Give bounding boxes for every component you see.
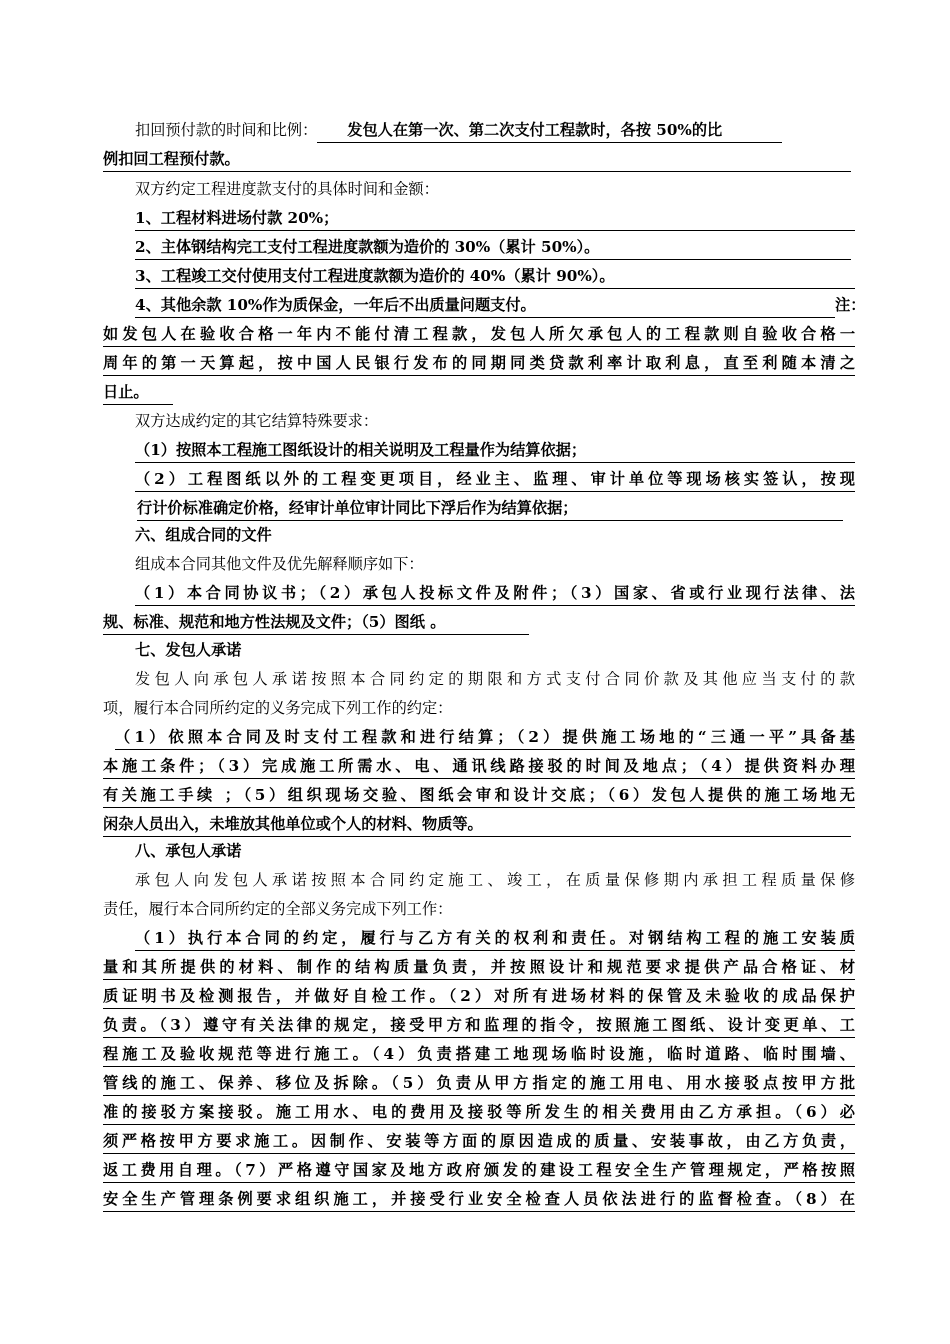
- note-text-1: 如发包人在验收合格一年内不能付清工程款，发包人所欠承包人的工程款则自验收合格一: [103, 322, 855, 346]
- settlement-item-2-cont: 行计价标准确定价格，经审计单位审计同比下浮后作为结算依据；: [103, 496, 855, 520]
- contractor-duty-3: 质证明书及检测报告，并做好自检工作。（2）对所有进场材料的保管及未验收的成品保护: [103, 984, 855, 1008]
- note-text-3: 日止。: [103, 380, 855, 404]
- advance-recovery-value: 发包人在第一次、第二次支付工程款时，各按 50%的比: [317, 118, 782, 143]
- payment-item-2: 2、主体钢结构完工支付工程进度款额为造价的 30%（累计 50%）。: [103, 235, 855, 259]
- line-advance-recovery: [103, 118, 855, 142]
- employer-duty-1: （1）依照本合同及时支付工程款和进行结算；（2）提供施工场地的“三通一平”具备基: [103, 725, 855, 749]
- contract-docs-list-2: 规、标准、规范和地方性法规及文件；（5）图纸 。: [103, 610, 855, 634]
- employer-duty-4: 闲杂人员出入，未堆放其他单位或个人的材料、物质等。: [103, 812, 855, 836]
- payment-item-3: 3、工程竣工交付使用支付工程进度款额为造价的 40%（累计 90%）。: [103, 264, 855, 288]
- settlement-item-1: （1）按照本工程施工图纸设计的相关说明及工程量作为结算依据；: [103, 438, 855, 462]
- employer-duty-3: 有关施工手续 ；（5）组织现场交验、图纸会审和设计交底；（6）发包人提供的施工场地无: [103, 783, 855, 807]
- employer-duty-2: 本施工条件；（3）完成施工所需水、电、通讯线路接驳的时间及地点；（4）提供资料办理: [103, 754, 855, 778]
- contract-docs-list-1: （1）本合同协议书；（2）承包人投标文件及附件；（3）国家、省或行业现行法律、法: [103, 581, 855, 605]
- section-heading-7: 七、发包人承诺: [135, 641, 242, 659]
- contractor-duty-1: （1）执行本合同的约定，履行与乙方有关的权利和责任。对钢结构工程的施工安装质: [103, 926, 855, 950]
- advance-recovery-label: 扣回预付款的时间和比例：: [135, 121, 318, 139]
- section-heading-8: 八、承包人承诺: [135, 842, 242, 860]
- section-heading-6: 六、组成合同的文件: [135, 526, 272, 544]
- contractor-duty-4: 负责。（3）遵守有关法律的规定，接受甲方和监理的指令，按照施工图纸、设计变更单、工: [103, 1013, 855, 1037]
- note-text-2: 周年的第一天算起，按中国人民银行发布的同期同类贷款利率计取利息，直至利随本清之: [103, 351, 855, 375]
- settlement-item-2: （2）工程图纸以外的工程变更项目，经业主、监理、审计单位等现场核实签认，按现: [103, 467, 855, 491]
- contractor-duty-8: 须严格按甲方要求施工。因制作、安装等方面的原因造成的质量、安装事故，由乙方负责，: [103, 1129, 855, 1153]
- contractor-duty-2: 量和其所提供的材料、制作的结构质量负责，并按照设计和规范要求提供产品合格证、材: [103, 955, 855, 979]
- contract-docs-intro: 组成本合同其他文件及优先解释顺序如下：: [135, 555, 424, 573]
- progress-payment-intro: 双方约定工程进度款支付的具体时间和金额：: [135, 180, 439, 198]
- contractor-duty-6: 管线的施工、保养、移位及拆除。（5）负责从甲方指定的施工用电、用水接驳点按甲方批: [103, 1071, 855, 1095]
- note-label: 注：: [835, 296, 866, 314]
- advance-recovery-value-cont: 例扣回工程预付款。: [103, 147, 851, 172]
- contractor-duty-10: 安全生产管理条例要求组织施工，并接受行业安全检查人员依法进行的监督检查。（8）在: [103, 1187, 855, 1211]
- contractor-promise-2: 责任，履行本合同所约定的全部义务完成下列工作：: [103, 900, 453, 918]
- payment-item-4: 4、其他余款 10%作为质保金，一年后不出质量问题支付。 注：: [103, 293, 855, 317]
- contractor-duty-9: 返工费用自理。（7）严格遵守国家及地方政府颁发的建设工程安全生产管理规定，严格按照: [103, 1158, 855, 1182]
- employer-promise-1: 发包人向承包人承诺按照本合同约定的期限和方式支付合同价款及其他应当支付的款: [135, 670, 855, 688]
- special-settlement-intro: 双方达成约定的其它结算特殊要求：: [135, 412, 378, 430]
- line-advance-recovery-cont: [103, 147, 855, 171]
- payment-item-1: 1、工程材料进场付款 20%；: [103, 206, 855, 230]
- contractor-duty-5: 程施工及验收规范等进行施工。（4）负责搭建工地现场临时设施，临时道路、临时围墙、: [103, 1042, 855, 1066]
- contractor-promise-1: 承包人向发包人承诺按照本合同约定施工、竣工，在质量保修期内承担工程质量保修: [135, 871, 855, 889]
- employer-promise-2: 项，履行本合同所约定的义务完成下列工作的约定：: [103, 699, 453, 717]
- contractor-duty-7: 准的接驳方案接驳。施工用水、电的费用及接驳等所发生的相关费用由乙方承担。（6）必: [103, 1100, 855, 1124]
